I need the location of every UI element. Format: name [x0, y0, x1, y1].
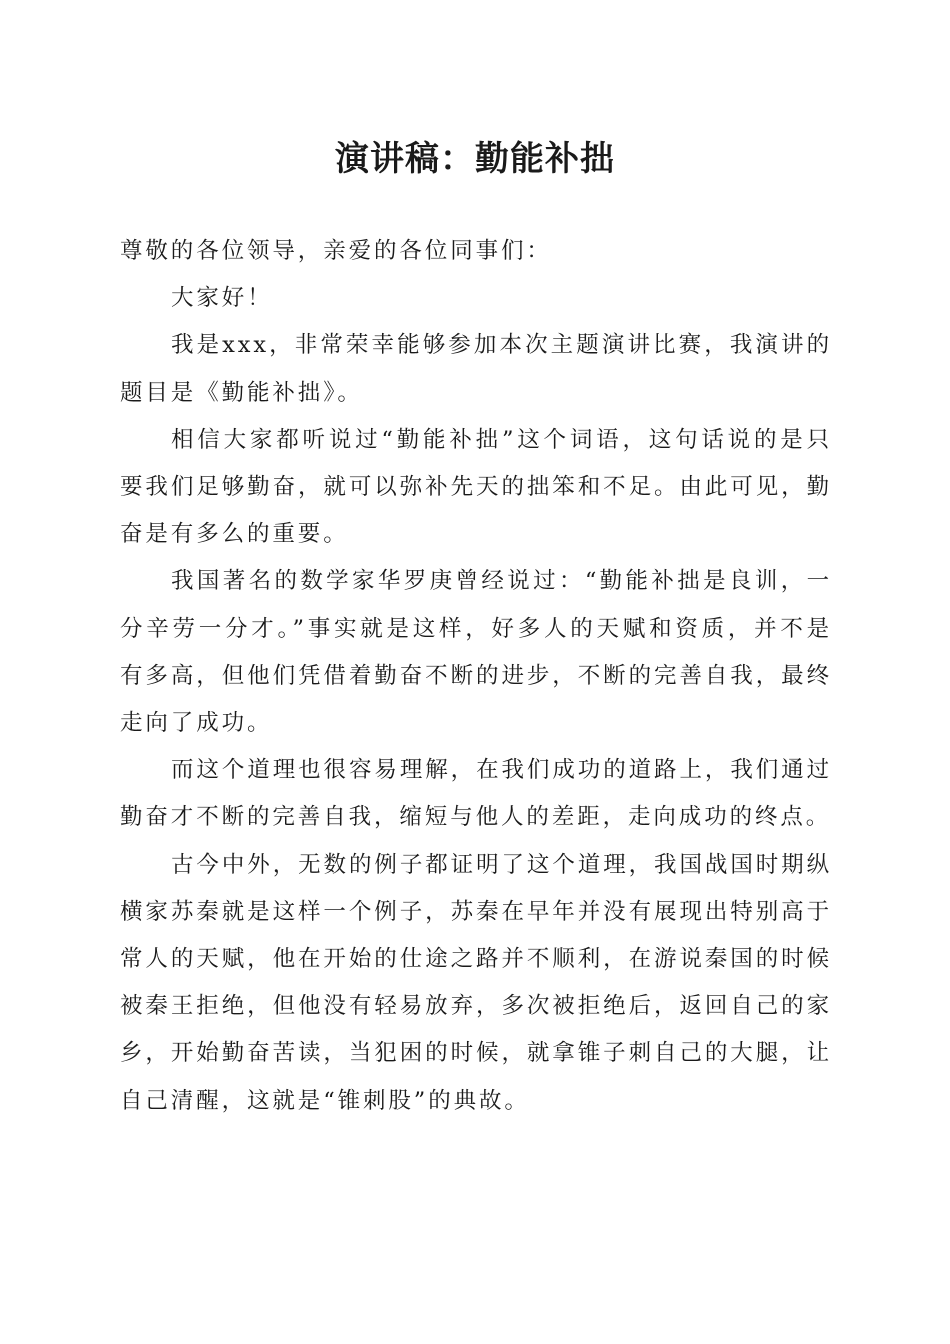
paragraph-quote: 我国著名的数学家华罗庚曾经说过：“勤能补拙是良训，一分辛劳一分才。”事实就是这样，好多人的天赋和资质，并不是有多高，但他们凭借着勤奋不断的进步，不断的完善自我，最终走向了成功。	[120, 568, 832, 737]
salutation: 尊敬的各位领导，亲爱的各位同事们：	[120, 238, 552, 264]
paragraph-reasoning: 而这个道理也很容易理解，在我们成功的道路上，我们通过勤奋才不断的完善自我，缩短与他人的差距，走向成功的终点。	[120, 757, 832, 831]
paragraph-introduction: 我是xxx，非常荣幸能够参加本次主题演讲比赛，我演讲的题目是《勤能补拙》。	[120, 332, 832, 406]
paragraph-example: 古今中外，无数的例子都证明了这个道理，我国战国时期纵横家苏秦就是这样一个例子，苏秦在早年并没有展现出特别高于常人的天赋，他在开始的仕途之路并不顺利，在游说秦国的时候被秦王拒绝，但他没有轻易放弃，多次被拒绝后，返回自己的家乡，开始勤奋苦读，当犯困的时候，就拿锥子刺自己的大腿，让自己清醒，这就是“锥刺股”的典故。	[120, 851, 832, 1114]
greeting: 大家好！	[171, 285, 273, 312]
document-body	[120, 228, 832, 1125]
document-title: 演讲稿：勤能补拙	[335, 139, 615, 179]
paragraph-meaning: 相信大家都听说过“勤能补拙”这个词语，这句话说的是只要我们足够勤奋，就可以弥补先天的拙笨和不足。由此可见，勤奋是有多么的重要。	[120, 426, 832, 548]
